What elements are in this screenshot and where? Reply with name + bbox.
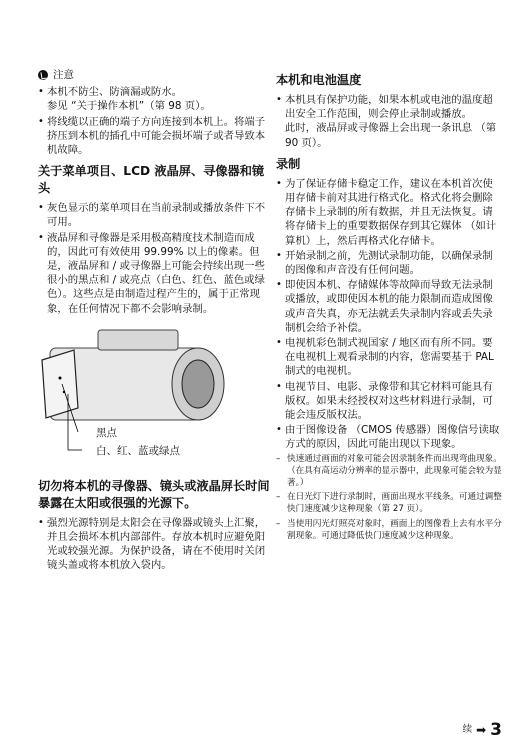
list-item: • 电视节目、电影、录像带和其它材料可能具有版权。如果未经授权对这些材料进行录制，可能会违反版权法。: [276, 380, 502, 423]
list-item: • 即使因本机、存储媒体等故障而导致无法录制或播放，或即使因本机的能力限制而造成图像或声音失真，亦无法就丢失录制内容或丢失录制机会给予补偿。: [276, 278, 502, 335]
page-footer: [462, 719, 502, 740]
continue-label: 续: [462, 723, 473, 735]
list-item: – 当使用闪光灯照亮对象时，画面上的图像看上去有水平分割现象。可通过降低快门速度减少这种现象。: [276, 518, 502, 542]
section-heading: 关于菜单项目、LCD 液晶屏、寻像器和镜头: [38, 164, 265, 196]
list-item: • 本机不防尘、防滴漏或防水。 参见 “关于操作本机”（第 98 页）。: [38, 85, 270, 113]
caution-icon: [38, 70, 48, 80]
list-item: • 强烈光源特别是太阳会在寻像器或镜头上汇聚，并且会损坏本机内部部件。存放本机时应避免阳光或较强光源。为保护设备，请在不使用时关闭镜头盖或将本机放入袋内。: [38, 516, 270, 573]
page-number: 3: [490, 719, 502, 740]
section-heading: 录制: [276, 156, 301, 171]
right-column: [276, 68, 502, 544]
cmos-phenomena-list: [276, 453, 502, 542]
note-header: [38, 68, 270, 82]
temperature-notes-list: [276, 93, 502, 150]
list-item: – 在日光灯下进行录制时，画面出现水平线条。可通过调整快门速度减少这种现象（第 27 页）。: [276, 491, 502, 515]
note-list: [38, 85, 270, 157]
sunlight-notes-list: [38, 516, 270, 573]
list-item: • 将线缆以正确的端子方向连接到本机上。将端子挤压到本机的插孔中可能会损坏端子或者导致本机故障。: [38, 115, 270, 158]
list-item: • 由于图像设备 （CMOS 传感器）图像信号读取方式的原因，因此可能出现以下现象。: [276, 423, 502, 451]
section-heading: 本机和电池温度: [276, 73, 362, 87]
list-item: • 液晶屏和寻像器是采用极高精度技术制造而成的，因此可有效使用 99.99% 以上的像素。但是，液晶屏和 / 或寻像器上可能会持续出现一些很小的黑点和 / 或亮点（白色、红色、蓝色或绿色）。这些点是由制造过程产生的，属于正常现象，在任何情况下都不会影响录制。: [38, 231, 270, 316]
camcorder-illustration: [38, 320, 270, 470]
section-heading: 切勿将本机的寻像器、镜头或液晶屏长时间暴露在太阳或很强的光源下。: [38, 478, 270, 510]
note-title: 注意: [53, 69, 74, 81]
list-item: • 电视机彩色制式视国家 / 地区而有所不同。要在电视机上观看录制的内容，您需要基于 PAL 制式的电视机。: [276, 336, 502, 379]
callout-colored-dots: 白、红、蓝或绿点: [96, 444, 180, 457]
lcd-notes-list: [38, 201, 270, 316]
list-item: • 本机具有保护功能，如果本机或电池的温度超出安全工作范围，则会停止录制或播放。 此时，液晶屏或寻像器上会出现一条讯息 （第 90 页）。: [276, 93, 502, 150]
list-item: • 开始录制之前，先测试录制功能，以确保录制的图像和声音没有任何问题。: [276, 249, 502, 277]
callout-black-dots: 黑点: [96, 426, 117, 439]
list-item: • 为了保证存储卡稳定工作，建议在本机首次使用存储卡前对其进行格式化。格式化将会删除存储卡上录制的所有数据，并且无法恢复。请将存储卡上的重要数据保存到其它媒体 （如计算机）上，然后再格式化存储卡。: [276, 177, 502, 248]
arrow-right-icon: ➡: [476, 722, 487, 737]
recording-notes-list: [276, 177, 502, 452]
list-item: • 灰色显示的菜单项目在当前录制或播放条件下不可用。: [38, 201, 270, 229]
list-item: – 快速通过画面的对象可能会因录制条件而出现弯曲现象。（在具有高运动分辨率的显示器中，此现象可能会较为显著。）: [276, 453, 502, 490]
left-column: [38, 68, 270, 574]
